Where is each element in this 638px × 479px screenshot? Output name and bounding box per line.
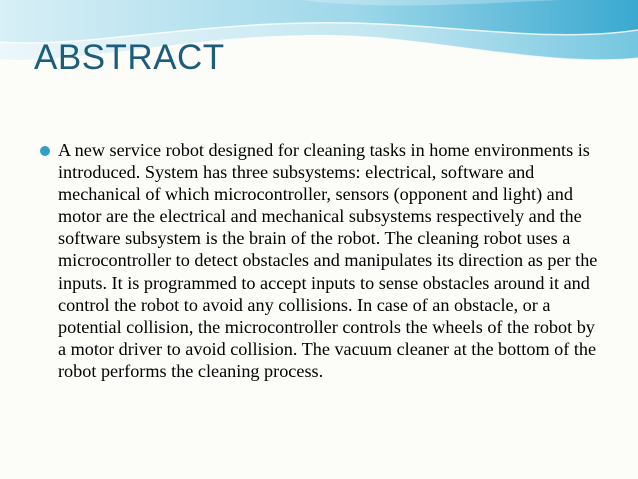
slide-title: ABSTRACT <box>34 38 225 77</box>
bullet-item <box>40 139 600 382</box>
bullet-dot-icon <box>40 146 50 156</box>
abstract-paragraph: A new service robot designed for cleaning tasks in home environments is introduced. System has three subsystems: electrical, software and mechanical of which microcontroller, sensors (opponent and light) and motor are the electrical and mechanical subsystems respectively and the software subsystem is the brain of the robot. The cleaning robot uses a microcontroller to detect obstacles and manipulates its direction as per the inputs. It is programmed to accept inputs to sense obstacles around it and control the robot to avoid any collisions. In case of an obstacle, or a potential collision, the microcontroller controls the wheels of the robot by a motor driver to avoid collision. The vacuum cleaner at the bottom of the robot performs the cleaning process. <box>58 140 598 381</box>
